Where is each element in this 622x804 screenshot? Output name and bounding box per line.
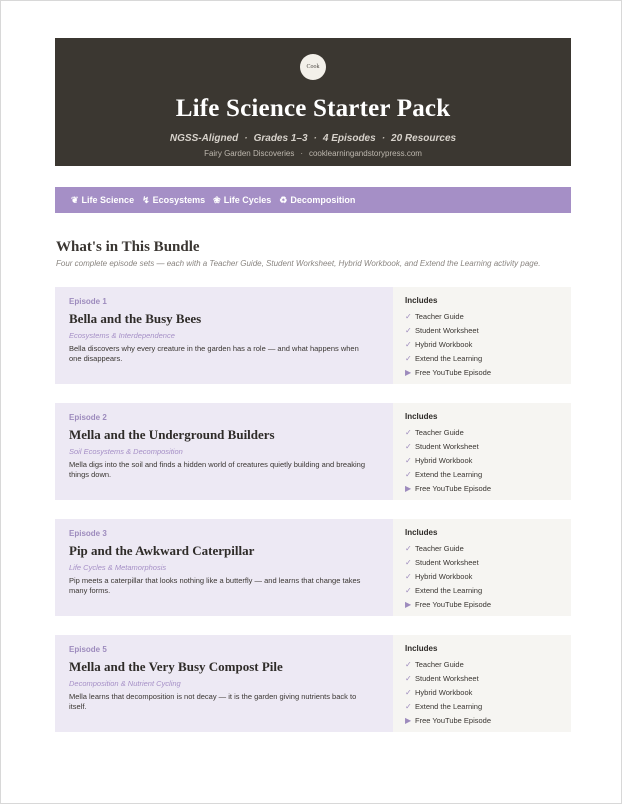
episode-title: Pip and the Awkward Caterpillar [69, 543, 255, 558]
episode-info [55, 519, 393, 616]
episode-topic: Soil Ecosystems & Decomposition [69, 447, 183, 456]
includes-heading: Includes [405, 296, 438, 305]
tag-label: Life Cycles [223, 195, 272, 205]
page-title: Life Science Starter Pack [175, 95, 451, 122]
include-item[interactable]: ▶ Free YouTube Episode [405, 714, 559, 728]
includes-panel [393, 403, 571, 500]
meta-episodes: 4 Episodes [322, 133, 376, 144]
episode-topic: Life Cycles & Metamorphosis [69, 563, 167, 572]
includes-heading: Includes [405, 412, 438, 421]
play-icon: ▶ [405, 600, 412, 609]
include-item: ✓ Extend the Learning [405, 468, 559, 482]
check-icon: ✓ [405, 442, 412, 451]
series-name: Fairy Garden Discoveries [204, 149, 295, 158]
check-icon: ✓ [405, 674, 412, 683]
tag-label: Life Science [81, 195, 135, 205]
episode-info [55, 635, 393, 732]
check-icon: ✓ [405, 586, 412, 595]
play-icon: ▶ [405, 716, 412, 725]
includes-panel [393, 287, 571, 384]
include-item[interactable]: ▶ Free YouTube Episode [405, 482, 559, 496]
sprout-icon: ❀ [213, 194, 221, 205]
includes-panel [393, 519, 571, 616]
check-icon: ✓ [405, 340, 412, 349]
episode-description: Pip meets a caterpillar that looks nothing like a butterfly — and learns that change takes many forms. [69, 576, 361, 595]
play-icon: ▶ [405, 484, 412, 493]
episode-number: Episode 5 [69, 645, 107, 654]
episode-title: Bella and the Busy Bees [69, 311, 202, 326]
episode-card-1 [55, 287, 571, 384]
include-item: ✓ Teacher Guide [405, 542, 559, 556]
section-title: What's in This Bundle [56, 239, 200, 255]
meta-standard: NGSS-Aligned [169, 133, 239, 144]
ecosystem-icon: ↯ [142, 194, 150, 205]
tag-ecosystems [142, 195, 205, 206]
tag-decomposition [279, 195, 355, 206]
series-subline: Fairy Garden Discoveries · cooklearningandstorypress.com [204, 149, 422, 158]
play-icon: ▶ [405, 368, 412, 377]
include-item: ✓ Student Worksheet [405, 440, 559, 454]
episode-description: Bella discovers why every creature in the garden has a role — and what happens when one disappears. [69, 344, 359, 363]
check-icon: ✓ [405, 326, 412, 335]
episode-description: Mella learns that decomposition is not decay — it is the garden giving nutrients back to itself. [69, 692, 357, 711]
includes-heading: Includes [405, 528, 438, 537]
includes-panel [393, 635, 571, 732]
episode-number: Episode 3 [69, 529, 107, 538]
tag-life-science [71, 195, 134, 206]
include-item: ✓ Student Worksheet [405, 672, 559, 686]
recycle-icon: ♻ [279, 194, 288, 205]
episode-card-5 [55, 635, 571, 732]
check-icon: ✓ [405, 470, 412, 479]
check-icon: ✓ [405, 558, 412, 567]
tag-life-cycles [213, 195, 271, 206]
publisher-logo: Cook [300, 54, 326, 80]
include-item: ✓ Extend the Learning [405, 700, 559, 714]
bundle-meta: NGSS-Aligned · Grades 1–3 · 4 Episodes · 20 Resources [169, 133, 457, 144]
include-item[interactable]: ▶ Free YouTube Episode [405, 598, 559, 612]
episode-topic: Decomposition & Nutrient Cycling [69, 679, 181, 688]
tag-label: Decomposition [290, 195, 356, 205]
episode-description: Mella digs into the soil and finds a hidden world of creatures quietly building and breaking things down. [69, 460, 366, 479]
episode-info [55, 287, 393, 384]
check-icon: ✓ [405, 702, 412, 711]
episode-title: Mella and the Very Busy Compost Pile [69, 659, 283, 674]
include-item: ✓ Hybrid Workbook [405, 454, 559, 468]
check-icon: ✓ [405, 312, 412, 321]
include-item: ✓ Extend the Learning [405, 352, 559, 366]
episode-card-3 [55, 519, 571, 616]
check-icon: ✓ [405, 354, 412, 363]
include-item: ✓ Student Worksheet [405, 324, 559, 338]
meta-grades: Grades 1–3 [253, 133, 308, 144]
check-icon: ✓ [405, 544, 412, 553]
topic-tag-bar [55, 187, 571, 213]
check-icon: ✓ [405, 572, 412, 581]
episode-number: Episode 2 [69, 413, 107, 422]
check-icon: ✓ [405, 660, 412, 669]
episode-topic: Ecosystems & Interdependence [69, 331, 175, 340]
check-icon: ✓ [405, 456, 412, 465]
tag-label: Ecosystems [152, 195, 206, 205]
website-link[interactable]: cooklearningandstorypress.com [308, 149, 422, 158]
check-icon: ✓ [405, 688, 412, 697]
hero-banner [55, 38, 571, 166]
episode-number: Episode 1 [69, 297, 107, 306]
include-item: ✓ Student Worksheet [405, 556, 559, 570]
include-item: ✓ Hybrid Workbook [405, 570, 559, 584]
include-item: ✓ Teacher Guide [405, 658, 559, 672]
check-icon: ✓ [405, 428, 412, 437]
include-item: ✓ Teacher Guide [405, 310, 559, 324]
episode-title: Mella and the Underground Builders [69, 427, 275, 442]
episode-info [55, 403, 393, 500]
includes-heading: Includes [405, 644, 438, 653]
include-item: ✓ Teacher Guide [405, 426, 559, 440]
meta-resources: 20 Resources [391, 133, 457, 144]
leaf-icon: ❦ [71, 194, 79, 205]
section-description: Four complete episode sets — each with a Teacher Guide, Student Worksheet, Hybrid Workbook, and Extend the Learning activity page. [56, 259, 541, 268]
include-item: ✓ Extend the Learning [405, 584, 559, 598]
include-item: ✓ Hybrid Workbook [405, 338, 559, 352]
include-item[interactable]: ▶ Free YouTube Episode [405, 366, 559, 380]
include-item: ✓ Hybrid Workbook [405, 686, 559, 700]
episode-card-2 [55, 403, 571, 500]
